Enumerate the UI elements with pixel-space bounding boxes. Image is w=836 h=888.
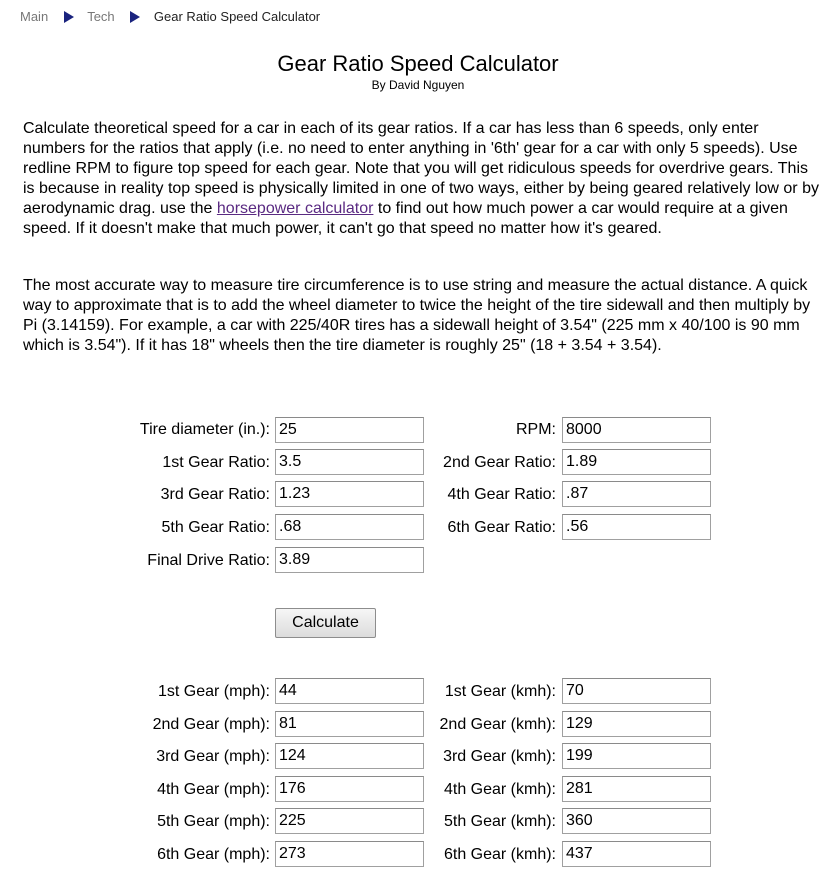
gear6-kmh-label: 6th Gear (kmh): <box>443 846 556 863</box>
gear6-ratio-input[interactable] <box>562 514 711 540</box>
gear2-kmh-output[interactable] <box>562 711 711 737</box>
gear4-ratio-label: 4th Gear Ratio: <box>447 486 556 503</box>
byline: By David Nguyen <box>371 78 465 92</box>
gear1-mph-output[interactable] <box>275 678 424 704</box>
page-title: Gear Ratio Speed Calculator <box>277 51 559 76</box>
gear2-ratio-label: 2nd Gear Ratio: <box>443 454 556 471</box>
breadcrumb-tech-link[interactable]: Tech <box>87 9 115 24</box>
gear6-ratio-label: 6th Gear Ratio: <box>447 519 556 536</box>
rpm-input[interactable] <box>562 417 711 443</box>
gear5-kmh-label: 5th Gear (kmh): <box>443 813 556 830</box>
gear6-kmh-output[interactable] <box>562 841 711 867</box>
intro-text-after: to find out how much power a car would require at a given speed. If it doesn't make that much power, it can't go that speed no matter how it's geared. <box>23 199 788 237</box>
breadcrumb-main-link[interactable]: Main <box>20 9 49 24</box>
final-drive-label: Final Drive Ratio: <box>147 552 270 569</box>
gear3-mph-label: 3rd Gear (mph): <box>156 748 270 765</box>
breadcrumb <box>20 8 320 26</box>
intro-text-before: Calculate theoretical speed for a car in each of its gear ratios. If a car has less than 6 speeds, only enter numbers for the ratios that apply (i.e. no need to enter anything in '6th' gear for a car with only 5 speeds). Use redline RPM to figure top speed for each gear. Note that you will get ridiculous speeds for overdrive gears. This is because in reality top speed is physically limited in one of two ways, either by being geared relatively low or by aerodynamic drag. use the <box>23 120 819 217</box>
calculate-button[interactable]: Calculate <box>275 608 376 638</box>
gear6-mph-label: 6th Gear (mph): <box>157 846 270 863</box>
breadcrumb-arrow-icon <box>64 11 74 23</box>
breadcrumb-current: Gear Ratio Speed Calculator <box>153 9 321 24</box>
gear5-mph-output[interactable] <box>275 808 424 834</box>
gear1-ratio-label: 1st Gear Ratio: <box>162 454 270 471</box>
gear1-kmh-output[interactable] <box>562 678 711 704</box>
gear3-ratio-input[interactable] <box>275 481 424 507</box>
gear5-kmh-output[interactable] <box>562 808 711 834</box>
gear1-kmh-label: 1st Gear (kmh): <box>444 683 556 700</box>
gear5-ratio-label: 5th Gear Ratio: <box>161 519 270 536</box>
gear4-kmh-output[interactable] <box>562 776 711 802</box>
final-drive-input[interactable] <box>275 547 424 573</box>
gear2-mph-output[interactable] <box>275 711 424 737</box>
rpm-label: RPM: <box>516 421 556 438</box>
gear4-kmh-label: 4th Gear (kmh): <box>443 781 556 798</box>
gear4-ratio-input[interactable] <box>562 481 711 507</box>
gear1-ratio-input[interactable] <box>275 449 424 475</box>
gear5-mph-label: 5th Gear (mph): <box>157 813 270 830</box>
gear3-kmh-label: 3rd Gear (kmh): <box>443 748 556 765</box>
gear3-mph-output[interactable] <box>275 743 424 769</box>
gear3-kmh-output[interactable] <box>562 743 711 769</box>
gear6-mph-output[interactable] <box>275 841 424 867</box>
gear5-ratio-input[interactable] <box>275 514 424 540</box>
gear2-kmh-label: 2nd Gear (kmh): <box>439 716 556 733</box>
gear4-mph-output[interactable] <box>275 776 424 802</box>
gear1-mph-label: 1st Gear (mph): <box>157 683 270 700</box>
tire-diameter-label: Tire diameter (in.): <box>139 421 270 438</box>
tire-diameter-input[interactable] <box>275 417 424 443</box>
horsepower-calculator-link[interactable]: horsepower calculator <box>216 199 374 217</box>
gear2-ratio-input[interactable] <box>562 449 711 475</box>
tire-circumference-paragraph: The most accurate way to measure tire circumference is to use string and measure the actual distance. A quick way to approximate that is to add the wheel diameter to twice the height of the tire sidewall and then multiply by Pi (3.14159). For example, a car with 225/40R tires has a sidewall height of 3.54" (225 mm x 40/100 is 90 mm which is 3.54"). If it has 18" wheels then the tire diameter is roughly 25" (18 + 3.54 + 3.54). <box>23 277 811 354</box>
breadcrumb-arrow-icon <box>130 11 140 23</box>
gear2-mph-label: 2nd Gear (mph): <box>152 716 270 733</box>
intro-paragraph <box>23 119 823 238</box>
gear3-ratio-label: 3rd Gear Ratio: <box>160 486 270 503</box>
gear4-mph-label: 4th Gear (mph): <box>157 781 270 798</box>
